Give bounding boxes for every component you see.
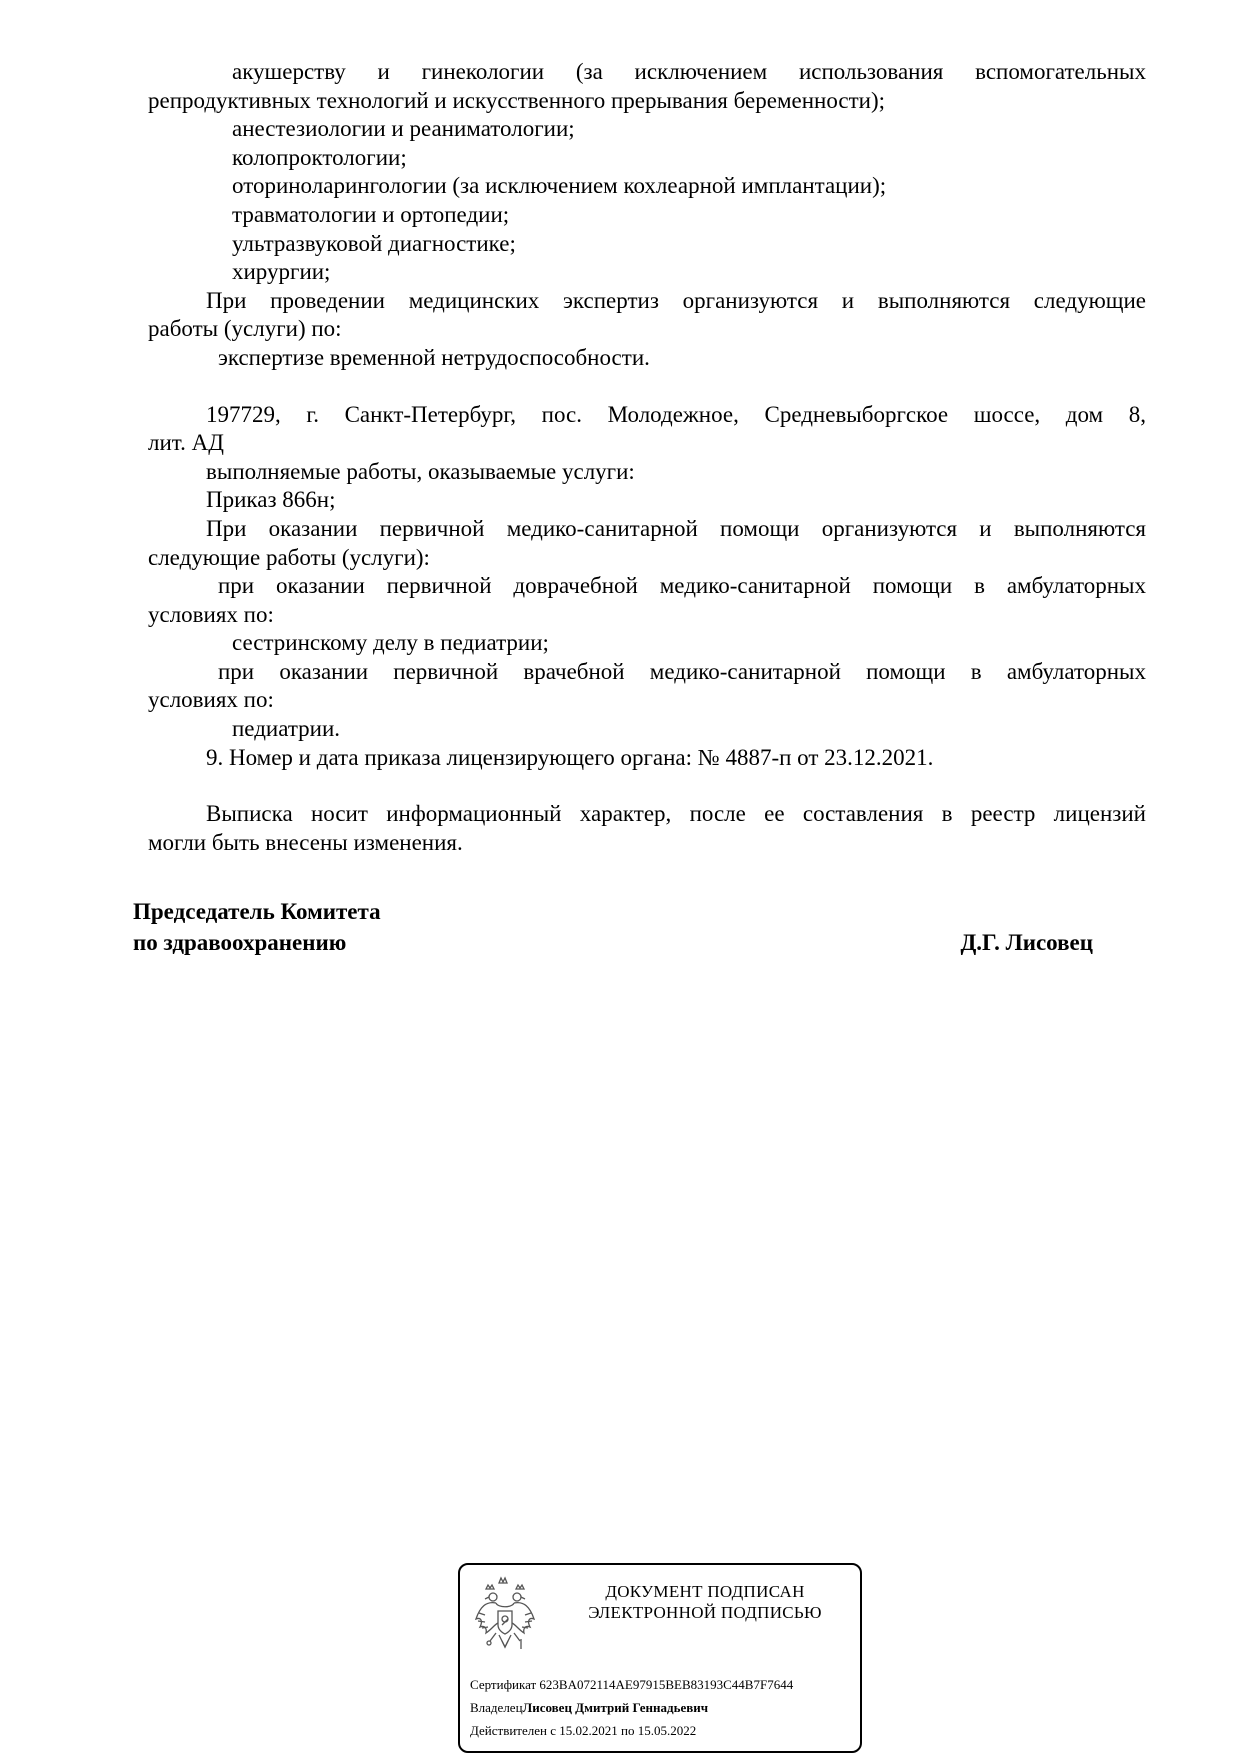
stamp-details <box>470 1673 862 1742</box>
signer-position: Председатель Комитета <box>133 899 381 924</box>
address-line: 197729, г. Санкт-Петербург, пос. Молодежное, Средневыборгское шоссе, дом 8, <box>206 401 1146 427</box>
body-line: выполняемые работы, оказываемые услуги: <box>206 458 635 484</box>
signer-position: по здравоохранению <box>133 930 347 955</box>
disclaimer-line: могли быть внесены изменения. <box>148 829 463 855</box>
body-line: При оказании первичной медико-санитарной помощи организуются и выполняются <box>206 515 1146 541</box>
certificate-number: Сертификат 623BA072114AE97915BEB83193C44B7F7644 <box>470 1677 794 1692</box>
list-item: ультразвуковой диагностике; <box>232 230 516 256</box>
electronic-signature-stamp <box>458 1563 862 1753</box>
order-number-line: 9. Номер и дата приказа лицензирующего органа: № 4887-п от 23.12.2021. <box>206 744 934 770</box>
body-line: работы (услуги) по: <box>148 316 342 342</box>
disclaimer-line: Выписка носит информационный характер, после ее составления в реестр лицензий <box>206 801 1146 827</box>
body-line: при оказании первичной доврачебной медико-санитарной помощи в амбулаторных <box>218 573 1146 599</box>
list-item: оториноларингологии (за исключением кохлеарной имплантации); <box>232 173 887 199</box>
list-item: травматологии и ортопедии; <box>232 201 510 227</box>
list-item: колопроктологии; <box>232 144 407 170</box>
body-line: при оказании первичной врачебной медико-санитарной помощи в амбулаторных <box>218 658 1146 684</box>
body-line: Приказ 866н; <box>206 487 336 513</box>
list-item: хирургии; <box>232 259 331 285</box>
body-line: При проведении медицинских экспертиз организуются и выполняются следующие <box>206 287 1146 313</box>
body-line: репродуктивных технологий и искусственного прерывания беременности); <box>148 87 886 113</box>
list-item: сестринскому делу в педиатрии; <box>232 630 549 656</box>
certificate-validity: Действителен с 15.02.2021 по 15.05.2022 <box>470 1723 697 1738</box>
owner-label: Владелец <box>470 1700 523 1715</box>
coat-of-arms-icon <box>472 1575 538 1655</box>
stamp-title-line: ЭЛЕКТРОННОЙ ПОДПИСЬЮ <box>588 1603 822 1622</box>
list-item: анестезиологии и реаниматологии; <box>232 116 575 142</box>
address-line: лит. АД <box>148 430 224 456</box>
owner-name: Лисовец Дмитрий Геннадьевич <box>522 1700 709 1715</box>
list-item: педиатрии. <box>232 716 341 742</box>
stamp-title-line: ДОКУМЕНТ ПОДПИСАН <box>605 1582 805 1601</box>
body-line: следующие работы (услуги): <box>148 544 430 570</box>
stamp-title <box>560 1581 850 1623</box>
body-line: условиях по: <box>148 687 274 713</box>
body-line: акушерству и гинекологии (за исключением использования вспомогательных <box>232 59 1146 84</box>
signature-block <box>133 896 1093 958</box>
document-body <box>148 58 1146 857</box>
body-line: условиях по: <box>148 601 274 627</box>
certificate-owner <box>470 1696 862 1719</box>
signer-name: Д.Г. Лисовец <box>960 930 1093 955</box>
list-item: экспертизе временной нетрудоспособности. <box>218 344 650 370</box>
